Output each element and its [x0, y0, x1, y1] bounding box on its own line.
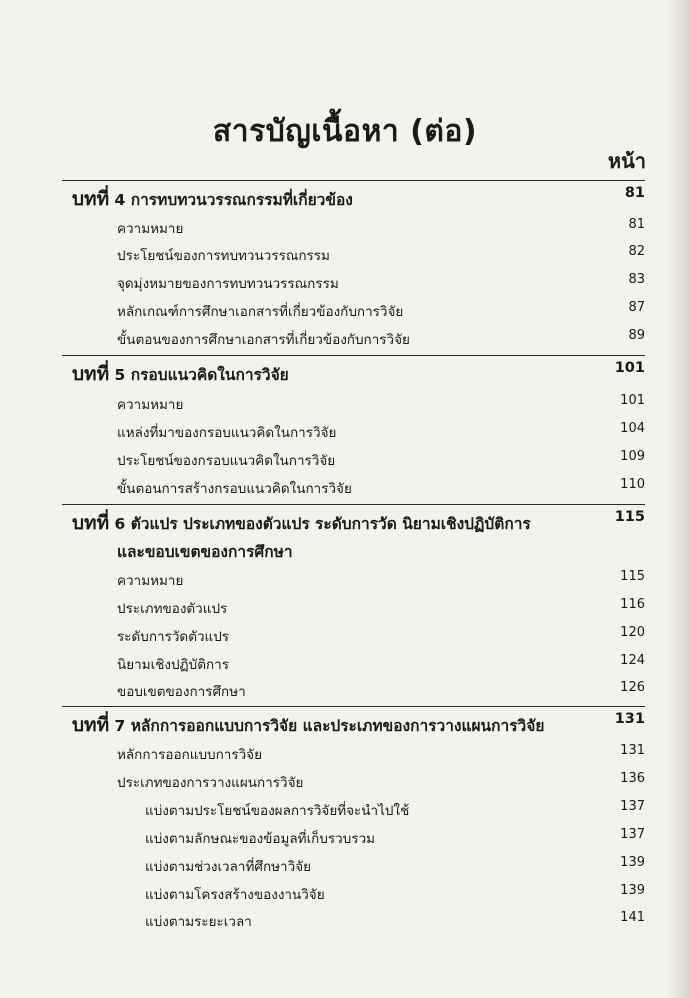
entry-page: 115	[620, 569, 645, 584]
subentry-title: แบ่งตามประโยชน์ของผลการวิจัยที่จะนำไปใช้	[145, 803, 410, 819]
entry-page: 110	[620, 477, 645, 492]
toc-entry	[0, 389, 690, 417]
entry-page: 124	[620, 653, 645, 668]
entry-title: ขั้นตอนการสร้างกรอบแนวคิดในการวิจัย	[117, 481, 352, 497]
entry-page: 120	[620, 625, 645, 640]
subentry-title: แบ่งตามระยะเวลา	[145, 914, 252, 930]
entry-title: หลักเกณฑ์การศึกษาเอกสารที่เกี่ยวข้องกับการวิจัย	[117, 304, 404, 320]
chapter-divider	[62, 180, 645, 181]
entry-title: ขอบเขตของการศึกษา	[117, 684, 246, 700]
chapter-number: 7	[114, 717, 126, 735]
subentry-title: แบ่งตามช่วงเวลาที่ศึกษาวิจัย	[145, 859, 312, 875]
toc-entry	[0, 649, 690, 677]
chapter-number: 4	[114, 191, 126, 209]
toc-entry	[0, 593, 690, 621]
entry-page: 109	[620, 449, 645, 464]
entry-page: 136	[620, 771, 645, 786]
chapter-page: 101	[614, 360, 645, 376]
entry-title: ความหมาย	[117, 397, 184, 413]
entry-page: 82	[628, 244, 645, 259]
entry-page: 83	[628, 272, 645, 287]
subentry-page: 139	[620, 883, 645, 898]
chapter-divider	[62, 706, 645, 707]
subentry-page: 137	[620, 799, 645, 814]
toc-entry	[0, 767, 690, 795]
chapter-prefix: บทที่	[72, 363, 110, 385]
entry-page: 131	[620, 743, 645, 758]
chapter-title: การทบทวนวรรณกรรมที่เกี่ยวข้อง	[130, 191, 353, 209]
toc-subentry	[0, 879, 690, 907]
toc-entry	[0, 324, 690, 352]
toc-entry	[0, 565, 690, 593]
entry-page: 101	[620, 393, 645, 408]
toc-entry	[0, 676, 690, 704]
chapter-number: 5	[114, 366, 126, 384]
page-title: สารบัญเนื้อหา (ต่อ)	[212, 114, 478, 149]
chapter-prefix: บทที่	[72, 188, 110, 210]
chapter-title: กรอบแนวคิดในการวิจัย	[130, 366, 289, 384]
entry-title: นิยามเชิงปฏิบัติการ	[117, 657, 229, 673]
entry-title: หลักการออกแบบการวิจัย	[117, 747, 262, 763]
chapter-prefix: บทที่	[72, 714, 110, 736]
chapter-title: ตัวแปร ประเภทของตัวแปร ระดับการวัด นิยามเชิงปฏิบัติการ	[130, 515, 531, 533]
chapter-6-title-line	[72, 508, 531, 538]
entry-page: 126	[620, 680, 645, 695]
chapter-divider	[62, 504, 645, 505]
chapter-5-heading	[0, 357, 690, 385]
entry-page: 116	[620, 597, 645, 612]
toc-entry	[0, 240, 690, 268]
subentry-page: 137	[620, 827, 645, 842]
chapter-divider	[62, 355, 645, 356]
entry-title: ขั้นตอนของการศึกษาเอกสารที่เกี่ยวข้องกับการวิจัย	[117, 332, 410, 348]
page-column-header: หน้า	[607, 149, 646, 173]
entry-title: ประเภทของการวางแผนการวิจัย	[117, 775, 304, 791]
chapter-7-title-line	[72, 710, 544, 740]
subentry-title: แบ่งตามโครงสร้างของงานวิจัย	[145, 887, 325, 903]
chapter-title: หลักการออกแบบการวิจัย และประเภทของการวางแผนการวิจัย	[130, 717, 545, 735]
entry-title: ประโยชน์ของการทบทวนวรรณกรรม	[117, 248, 330, 264]
entry-page: 89	[628, 328, 645, 343]
chapter-7-heading	[0, 708, 690, 736]
toc-subentry	[0, 851, 690, 879]
toc-subentry	[0, 823, 690, 851]
entry-title: ความหมาย	[117, 221, 184, 237]
toc-subentry	[0, 906, 690, 934]
entry-title: ความหมาย	[117, 573, 184, 589]
subentry-title: แบ่งตามลักษณะของข้อมูลที่เก็บรวบรวม	[145, 831, 376, 847]
chapter-6-heading	[0, 506, 690, 534]
toc-entry	[0, 417, 690, 445]
entry-page: 104	[620, 421, 645, 436]
chapter-title-continued: และขอบเขตของการศึกษา	[117, 543, 293, 561]
toc-entry	[0, 268, 690, 296]
chapter-page: 131	[614, 711, 645, 727]
chapter-prefix: บทที่	[72, 512, 110, 534]
chapter-number: 6	[114, 515, 126, 533]
chapter-6-title-continued	[0, 537, 690, 565]
chapter-page: 115	[614, 509, 645, 525]
toc-subentry	[0, 795, 690, 823]
entry-page: 81	[628, 217, 645, 232]
chapter-4-heading	[0, 182, 690, 210]
toc-entry	[0, 621, 690, 649]
entry-title: ประโยชน์ของกรอบแนวคิดในการวิจัย	[117, 453, 336, 469]
entry-title: ระดับการวัดตัวแปร	[117, 629, 230, 645]
entry-title: จุดมุ่งหมายของการทบทวนวรรณกรรม	[117, 276, 339, 292]
entry-page: 87	[628, 300, 645, 315]
chapter-5-title-line	[72, 359, 289, 389]
toc-entry	[0, 296, 690, 324]
toc-entry	[0, 739, 690, 767]
subentry-page: 139	[620, 855, 645, 870]
subentry-page: 141	[620, 910, 645, 925]
toc-entry	[0, 213, 690, 241]
toc-entry	[0, 473, 690, 501]
chapter-page: 81	[624, 185, 645, 201]
chapter-4-title-line	[72, 184, 353, 214]
entry-title: ประเภทของตัวแปร	[117, 601, 228, 617]
entry-title: แหล่งที่มาของกรอบแนวคิดในการวิจัย	[117, 425, 337, 441]
toc-entry	[0, 445, 690, 473]
